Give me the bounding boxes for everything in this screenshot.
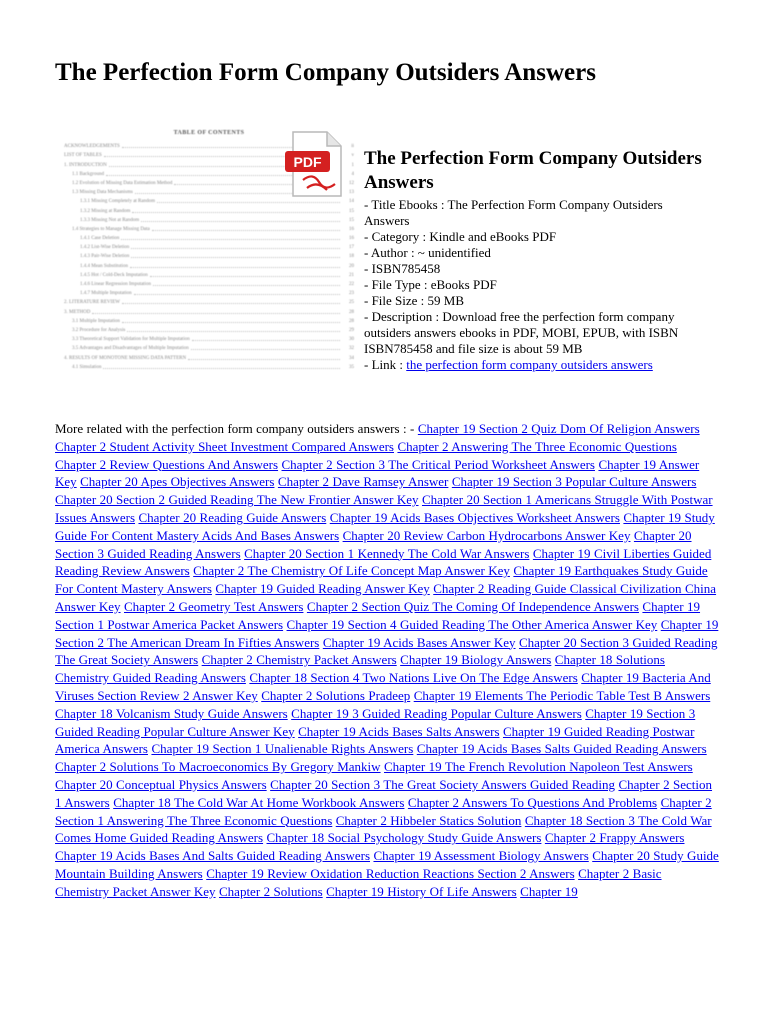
related-link[interactable]: Chapter 18 Social Psychology Study Guide Answers	[266, 830, 542, 846]
related-link[interactable]: Chapter 20 Section 3 Guided Reading Answers	[55, 527, 692, 561]
related-link[interactable]: Chapter 19 Guided Reading Postwar America Answers	[55, 723, 695, 757]
toc-entry-page: 4	[351, 171, 354, 177]
toc-leader-dots	[127, 331, 340, 332]
toc-entry-page: 13	[349, 190, 354, 196]
related-link[interactable]: Chapter 20 Conceptual Physics Answers	[55, 776, 267, 792]
ebook-title: The Perfection Form Company Outsiders Answers	[364, 148, 702, 193]
toc-entry-page: 16	[349, 236, 354, 242]
related-link[interactable]: Chapter 2 Solutions Pradeep	[261, 687, 411, 703]
related-link[interactable]: Chapter 19 Acids Bases Salts Answers	[298, 723, 500, 739]
ebook-detail-line: - File Size : 59 MB	[364, 293, 465, 308]
ebook-detail-line: - Category : Kindle and eBooks PDF	[364, 229, 557, 244]
toc-leader-dots	[121, 239, 340, 240]
toc-entry	[64, 224, 354, 233]
toc-entry-page: 32	[349, 346, 354, 352]
related-link[interactable]: Chapter 19 Answer Key	[55, 456, 700, 490]
related-link[interactable]: Chapter 19 Elements The Periodic Table Test B Answers	[413, 687, 711, 703]
related-link[interactable]: Chapter 19 Acids Bases Salts Guided Reading Answers	[416, 741, 707, 757]
toc-entry-page: 28	[349, 309, 354, 315]
related-link[interactable]: Chapter 19 Section 3 Popular Culture Answers	[451, 474, 697, 490]
related-links-paragraph	[55, 420, 719, 901]
related-link[interactable]: Chapter 2 Geometry Test Answers	[124, 598, 304, 614]
related-link[interactable]: Chapter 2 Hibbeler Statics Solution	[335, 812, 522, 828]
toc-entry	[64, 251, 354, 260]
related-link[interactable]: Chapter 2 Basic Chemistry Packet Answer Key	[55, 865, 662, 899]
toc-entry	[64, 205, 354, 214]
toc-entry-title: 4. RESULTS OF MONOTONE MISSING DATA PATTERN	[64, 355, 187, 361]
toc-entry-title: 1.3.1 Missing Completely at Random	[80, 199, 155, 205]
related-link[interactable]: Chapter 2 Solutions	[219, 883, 323, 899]
related-link[interactable]: Chapter 20 Section 1 Kennedy The Cold War Answers	[244, 545, 530, 561]
toc-entry-page: 1	[351, 162, 354, 168]
related-link[interactable]: Chapter 20 Study Guide Mountain Building Answers	[55, 848, 719, 881]
toc-entry-title: 2. LITERATURE REVIEW	[64, 300, 120, 306]
toc-leader-dots	[134, 294, 340, 295]
toc-entry-title: 1.3 Missing Data Mechanisms	[72, 190, 133, 196]
ebook-link-line	[364, 357, 704, 373]
toc-heading: TABLE OF CONTENTS	[173, 130, 245, 136]
toc-entry-title: LIST OF TABLES	[64, 153, 102, 159]
toc-entry-page: 21	[349, 272, 354, 278]
toc-entry	[64, 352, 354, 361]
related-link[interactable]: Chapter 2 Reading Guide Classical Civilization China Answer Key	[55, 581, 717, 614]
toc-entry-page: 17	[349, 245, 354, 251]
related-link[interactable]: Chapter 19 Acids Bases And Salts Guided Reading Answers	[55, 848, 371, 864]
ebook-details	[364, 197, 704, 357]
related-link[interactable]: Chapter 2 Solutions To Macroeconomics By Gregory Mankiw	[55, 759, 381, 775]
related-link[interactable]: Chapter 2 Section 3 The Critical Period Worksheet Answers	[281, 456, 595, 472]
related-link[interactable]: Chapter 19	[520, 883, 578, 899]
related-link[interactable]: Chapter 18 The Cold War At Home Workbook Answers	[113, 794, 405, 810]
related-link[interactable]: Chapter 2 Section Quiz The Coming Of Independence Answers	[306, 598, 639, 614]
related-link[interactable]: Chapter 20 Section 1 Americans Struggle With Postwar Issues Answers	[55, 492, 713, 525]
related-link[interactable]: Chapter 2 Frappy Answers	[544, 830, 685, 846]
toc-entry-title: 4.1 Simulation	[72, 364, 102, 370]
toc-entry	[64, 279, 354, 288]
ebook-detail-line: - ISBN785458	[364, 261, 441, 276]
toc-entry-page: ii	[351, 144, 354, 150]
toc-entry-title: 1.3.3 Missing Not at Random	[80, 217, 140, 223]
related-link[interactable]: Chapter 20 Review Carbon Hydrocarbons Answer Key	[342, 527, 631, 543]
toc-entry	[64, 215, 354, 224]
related-link[interactable]: Chapter 2 Answers To Questions And Problems	[407, 794, 658, 810]
toc-entry-page: v	[351, 153, 354, 159]
related-link[interactable]: Chapter 2 Answering The Three Economic Questions	[397, 438, 677, 454]
toc-leader-dots	[122, 303, 340, 304]
toc-entry-title: 3.1 Multiple Imputation	[72, 318, 120, 324]
toc-leader-dots	[191, 349, 340, 350]
related-link[interactable]: Chapter 18 Section 3 The Cold War Comes Home Guided Reading Answers	[55, 812, 712, 846]
toc-entry-page: 25	[349, 300, 354, 306]
page-title: The Perfection Form Company Outsiders Answers	[55, 59, 596, 86]
toc-leader-dots	[131, 257, 340, 258]
toc-leader-dots	[188, 359, 340, 360]
related-link[interactable]: Chapter 20 Section 3 The Great Society Answers Guided Reading	[270, 776, 616, 792]
toc-entry-title: 3. METHOD	[64, 309, 91, 315]
toc-entry-page: 14	[349, 199, 354, 205]
related-link[interactable]: Chapter 20 Section 3 Guided Reading The Great Society Answers	[55, 634, 718, 668]
toc-entry-page: 34	[349, 355, 354, 361]
toc-entry-title: 1.4.1 Case Deletion	[80, 236, 120, 242]
related-link[interactable]: Chapter 2 Review Questions And Answers	[55, 456, 279, 472]
related-link[interactable]: Chapter 19 Section 1 Unalienable Rights Answers	[151, 741, 414, 757]
toc-entry	[64, 297, 354, 306]
toc-entry-title: 1.4 Strategies to Manage Missing Data	[72, 226, 150, 232]
related-link[interactable]: Chapter 2 Chemistry Packet Answers	[201, 652, 397, 668]
related-link[interactable]: Chapter 19 Civil Liberties Guided Reading Review Answers	[55, 545, 712, 579]
toc-entry-page: 35	[349, 364, 354, 370]
toc-leader-dots	[152, 230, 340, 231]
toc-entry-page: 30	[349, 337, 354, 343]
toc-leader-dots	[192, 340, 340, 341]
toc-entry-page: 15	[349, 217, 354, 223]
ebook-download-link[interactable]: the perfection form company outsiders answers	[406, 357, 653, 372]
toc-entry-title: 1.2 Evolution of Missing Data Estimation Method	[72, 180, 173, 186]
toc-leader-dots	[103, 368, 340, 369]
related-link[interactable]: Chapter 19 Section 4 Guided Reading The Other America Answer Key	[286, 616, 658, 632]
related-link[interactable]: Chapter 19 Section 1 Postwar America Packet Answers	[55, 598, 701, 632]
toc-entry	[64, 334, 354, 343]
related-link[interactable]: Chapter 19 Section 3 Guided Reading Popular Culture Answer Key	[55, 705, 696, 739]
related-link[interactable]: Chapter 19 Biology Answers	[400, 652, 552, 668]
pdf-file-icon	[283, 130, 347, 198]
toc-entry	[64, 343, 354, 352]
toc-entry-page: 16	[349, 226, 354, 232]
related-link[interactable]: Chapter 19 History Of Life Answers	[326, 883, 517, 899]
toc-entry-title: 1.4.4 Mean Substitution	[80, 263, 129, 269]
related-link[interactable]: Chapter 19 Section 2 The American Dream In Fifties Answers	[55, 616, 719, 650]
toc-leader-dots	[131, 248, 340, 249]
related-intro: More related with the perfection form company outsiders answers : -	[55, 421, 418, 436]
ebook-detail-line: - Author : ~ unidentified	[364, 245, 491, 260]
toc-entry-page: 28	[349, 318, 354, 324]
toc-entry-title: 1.1 Background	[72, 171, 104, 177]
ebook-info-panel	[364, 147, 704, 373]
related-link[interactable]: Chapter 19 Study Guide For Content Mastery Acids And Bases Answers	[55, 509, 715, 543]
toc-entry-title: 3.2 Procedure for Analysis	[72, 327, 126, 333]
toc-entry-page: 20	[349, 263, 354, 269]
toc-entry-page: 15	[349, 208, 354, 214]
toc-entry-page: 23	[349, 291, 354, 297]
related-link[interactable]: Chapter 18 Volcanism Study Guide Answers	[55, 705, 288, 721]
related-link[interactable]: Chapter 19 The French Revolution Napoleon Test Answers	[384, 759, 693, 775]
related-links	[55, 421, 719, 899]
toc-entry-title: 1.4.3 Pair-Wise Deletion	[80, 254, 130, 260]
toc-entry-title: 1.4.5 Hot / Cold-Deck Imputation	[80, 272, 148, 278]
related-link[interactable]: Chapter 2 Student Activity Sheet Investment Compared Answers	[55, 438, 394, 454]
toc-entry-title: 3.3 Theoretical Support Validation for Multiple Imputation	[72, 337, 190, 343]
toc-entry-page: 22	[349, 282, 354, 287]
related-link[interactable]: Chapter 2 Section 1 Answering The Three Economic Questions	[55, 794, 712, 828]
link-prefix: - Link :	[364, 357, 407, 372]
toc-leader-dots	[132, 212, 340, 213]
toc-leader-dots	[157, 202, 340, 203]
toc-leader-dots	[130, 267, 340, 268]
related-link[interactable]: Chapter 19 Bacteria And Viruses Section Review 2 Answer Key	[55, 670, 711, 703]
toc-entry-page: 12	[349, 180, 354, 186]
related-link[interactable]: Chapter 2 The Chemistry Of Life Concept Map Answer Key	[193, 563, 510, 579]
toc-leader-dots	[153, 285, 340, 286]
toc-entry-title: 1.4.2 List-Wise Deletion	[80, 245, 130, 251]
toc-entry	[64, 306, 354, 315]
related-link[interactable]: Chapter 19 Assessment Biology Answers	[373, 848, 589, 864]
toc-entry	[64, 362, 354, 371]
toc-leader-dots	[141, 221, 340, 222]
related-link[interactable]: Chapter 2 Dave Ramsey Answer	[277, 474, 449, 490]
related-link[interactable]: Chapter 19 3 Guided Reading Popular Culture Answers	[291, 705, 582, 721]
toc-entry-title: 3.5 Advantages and Disadvantages of Multiple Imputation	[72, 346, 189, 352]
ebook-detail-line: - File Type : eBooks PDF	[364, 277, 497, 292]
toc-entry	[64, 260, 354, 269]
related-link[interactable]: Chapter 19 Acids Bases Answer Key	[322, 634, 516, 650]
toc-leader-dots	[92, 313, 340, 314]
toc-entry	[64, 325, 354, 334]
toc-entry-title: 1. INTRODUCTION	[64, 162, 107, 168]
toc-entry	[64, 270, 354, 279]
toc-entry	[64, 288, 354, 297]
related-link[interactable]: Chapter 20 Reading Guide Answers	[138, 509, 327, 525]
toc-entry-page: 29	[349, 327, 354, 333]
toc-entry-title: 1.4.7 Multiple Imputation	[80, 291, 132, 297]
related-link[interactable]: Chapter 19 Review Oxidation Reduction Reactions Section 2 Answers	[206, 865, 575, 881]
toc-entry	[64, 233, 354, 242]
toc-entry-title: 1.4.6 Linear Regression Imputation	[80, 282, 151, 287]
related-link[interactable]: Chapter 18 Solutions Chemistry Guided Reading Answers	[55, 652, 665, 686]
related-link[interactable]: Chapter 19 Guided Reading Answer Key	[215, 581, 430, 597]
toc-entry	[64, 242, 354, 251]
toc-entry	[64, 316, 354, 325]
related-link[interactable]: Chapter 19 Section 2 Quiz Dom Of Religion Answers	[417, 421, 700, 436]
related-link[interactable]: Chapter 20 Apes Objectives Answers	[80, 474, 275, 490]
toc-entry-title: 1.3.2 Missing at Random	[80, 208, 131, 214]
related-link[interactable]: Chapter 2 Section 1 Answers	[55, 776, 713, 810]
ebook-detail-line: - Description : Download free the perfection form company outsiders answers ebooks in PDF, MOBI, EPUB, with ISBN ISBN785458 and file size is about 59 MB	[364, 309, 679, 356]
toc-leader-dots	[150, 276, 340, 277]
toc-leader-dots	[122, 322, 340, 323]
toc-entry-page: 18	[349, 254, 354, 260]
related-link[interactable]: Chapter 19 Acids Bases Objectives Worksheet Answers	[329, 509, 620, 525]
related-link[interactable]: Chapter 19 Earthquakes Study Guide For Content Mastery Answers	[55, 563, 708, 597]
pdf-badge-label: PDF	[293, 154, 322, 170]
ebook-detail-line: - Title Ebooks : The Perfection Form Company Outsiders Answers	[364, 197, 663, 228]
related-link[interactable]: Chapter 18 Section 4 Two Nations Live On The Edge Answers	[249, 670, 578, 686]
related-link[interactable]: Chapter 20 Section 2 Guided Reading The New Frontier Answer Key	[55, 492, 419, 508]
toc-entry-title: ACKNOWLEDGEMENTS	[64, 144, 120, 150]
